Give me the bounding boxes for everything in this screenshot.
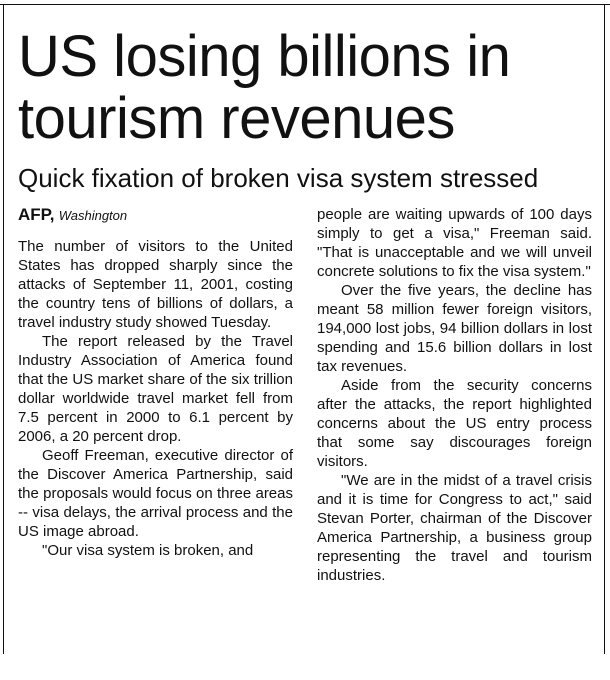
top-border-rule: [0, 4, 610, 5]
paragraph: people are waiting upwards of 100 days simply to get a visa," Freeman said. "That is unacceptable and we will unveil concrete solutions to fix the visa system.": [317, 206, 592, 280]
left-column: [18, 205, 293, 560]
byline: [18, 205, 293, 224]
paragraph: The report released by the Travel Industry Association of America found that the US market share of the six trillion dollar worldwide travel market fell from 7.5 percent in 2000 to 6.1 percent by 2006, a 20 percent drop.: [18, 333, 293, 445]
byline-agency: AFP,: [18, 205, 55, 224]
right-column: [317, 205, 592, 585]
paragraph: The number of visitors to the United States has dropped sharply since the attacks of September 11, 2001, costing the country tens of billions of dollars, a travel industry study showed Tuesday.: [18, 238, 293, 331]
byline-place: Washington: [58, 208, 128, 223]
paragraph: Over the five years, the decline has meant 58 million fewer foreign visitors, 194,000 lost jobs, 94 billion dollars in lost spending and 15.6 billion dollars in lost tax revenues.: [317, 282, 592, 375]
paragraph: Geoff Freeman, executive director of the Discover America Partnership, said the proposals would focus on three areas -- visa delays, the arrival process and the US image abroad.: [18, 447, 293, 540]
headline: US losing billions in tourism revenues: [18, 24, 511, 151]
paragraph: Aside from the security concerns after the attacks, the report highlighted concerns about the US entry process that some say discourages foreign visitors.: [317, 377, 592, 470]
paragraph: "We are in the midst of a travel crisis and it is time for Congress to act," said Stevan Porter, chairman of the Discover America Partnership, a business group representing the travel and tourism industries.: [317, 472, 592, 584]
left-border-rule: [3, 4, 4, 654]
right-border-rule: [604, 4, 605, 654]
paragraph: "Our visa system is broken, and: [42, 542, 254, 559]
subheadline: Quick fixation of broken visa system stressed: [18, 163, 539, 193]
